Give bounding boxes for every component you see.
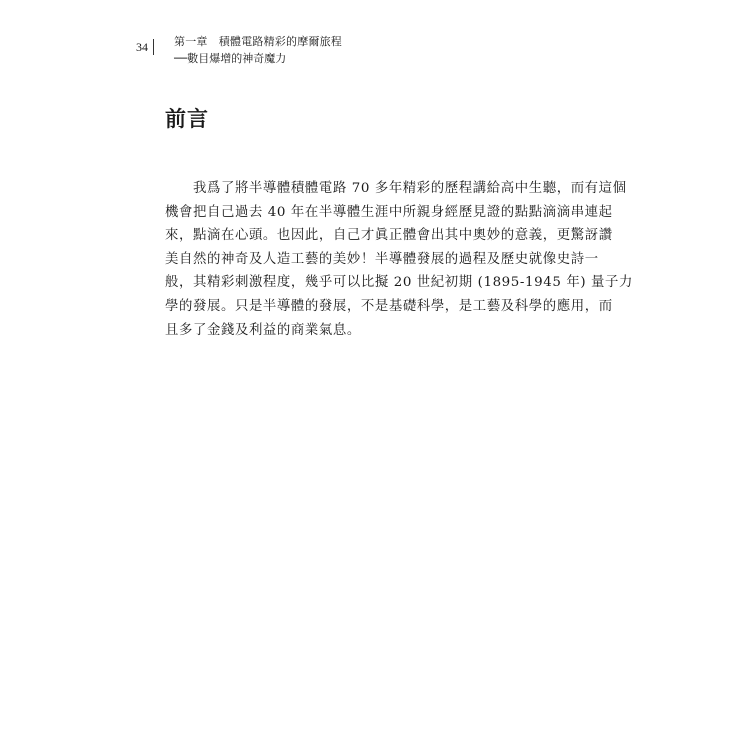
paragraph-line: 學的發展。只是半導體的發展，不是基礎科學，是工藝及科學的應用，而 (165, 298, 613, 314)
paragraph-line: 美自然的神奇及人造工藝的美妙！半導體發展的過程及歷史就像史詩一 (165, 251, 599, 267)
section-title: 前言 (165, 106, 209, 131)
running-header (132, 33, 552, 67)
page-number: 34 (136, 40, 148, 54)
chapter-subtitle: ──數目爆增的神奇魔力 (174, 52, 287, 65)
chapter-title: 第一章 積體電路精彩的摩爾旅程 (174, 35, 342, 48)
paragraph-line: 我爲了將半導體積體電路 70 多年精彩的歷程講給高中生聽，而有這個 (165, 181, 627, 196)
paragraph-line: 來，點滴在心頭。也因此，自己才眞正體會出其中奧妙的意義，更驚訝讚 (165, 228, 613, 244)
body-paragraph (165, 177, 634, 342)
header-divider (153, 39, 154, 55)
paragraph-line: 機會把自己過去 40 年在半導體生涯中所親身經歷見證的點點滴滴串連起 (165, 204, 613, 220)
paragraph-line: 般，其精彩刺激程度，幾乎可以比擬 20 世紀初期 (1895-1945 年) 量子力 (165, 275, 634, 291)
paragraph-line: 且多了金錢及利益的商業氣息。 (165, 322, 361, 338)
